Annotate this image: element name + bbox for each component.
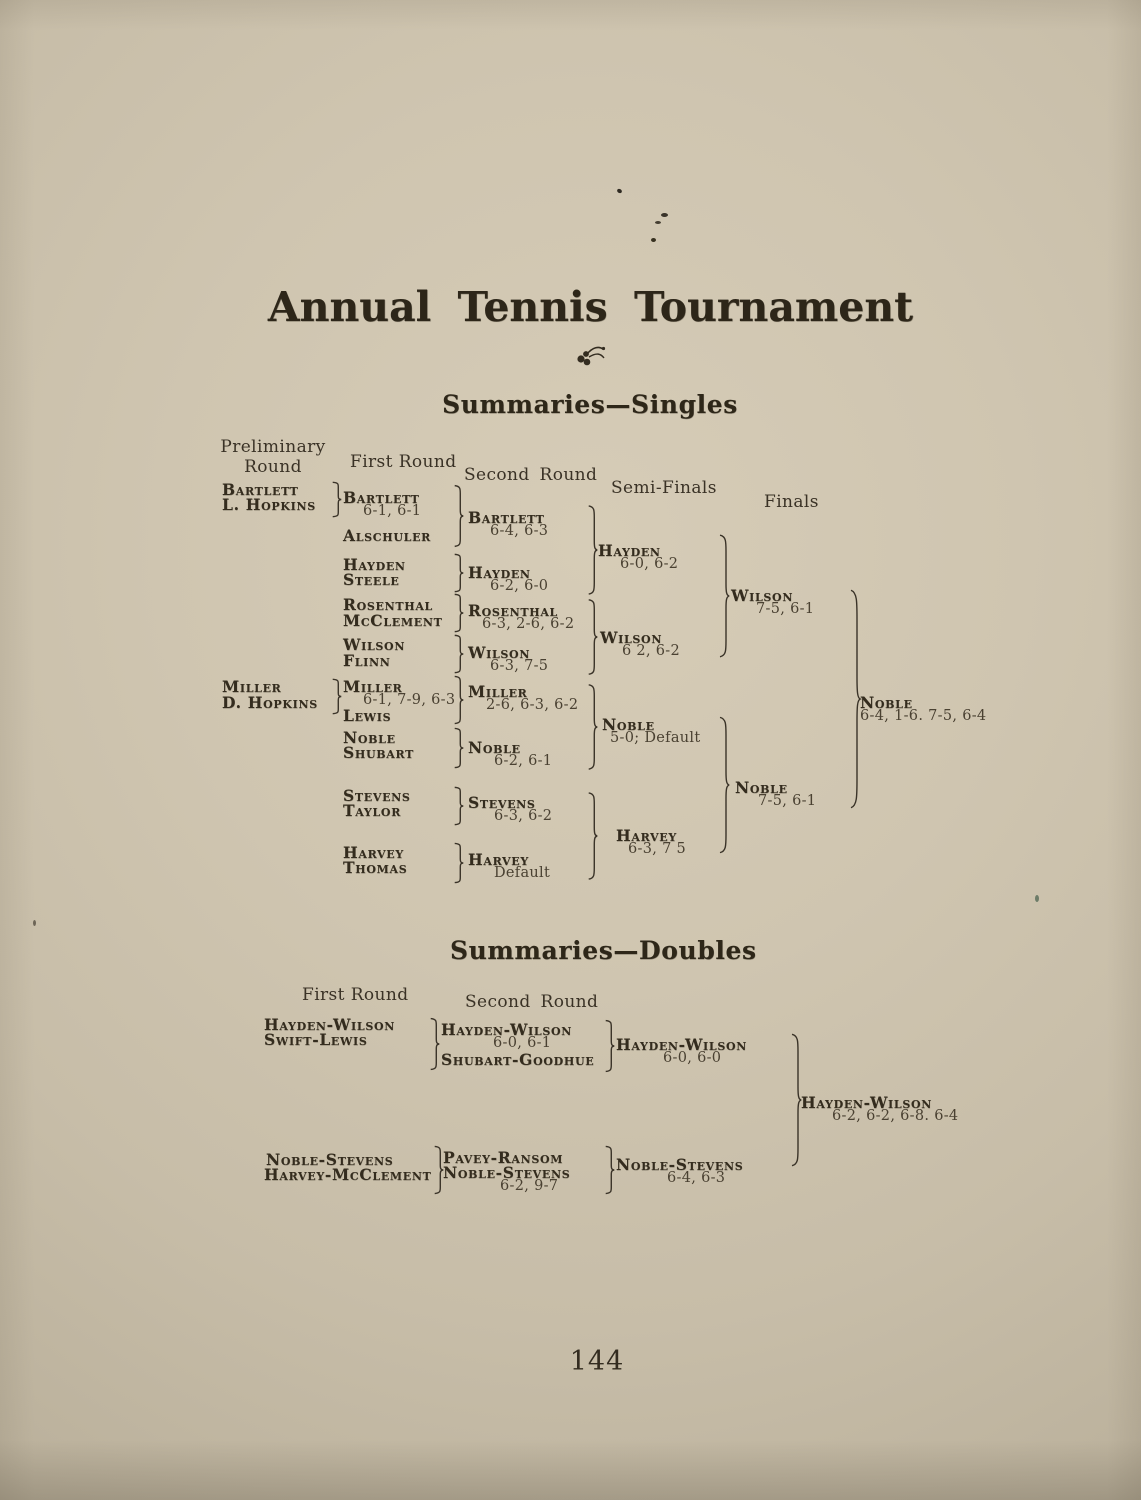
bracket-brace	[585, 684, 598, 770]
bracket-brace	[847, 588, 861, 810]
match-score: 6-2, 6-1	[494, 753, 553, 769]
player-name: D. Hopkins	[222, 693, 318, 712]
bracket-brace	[585, 505, 598, 595]
bracket-brace	[427, 1018, 440, 1070]
player-name: Flinn	[343, 651, 391, 670]
ink-speck	[1035, 895, 1039, 902]
player-name: Noble	[735, 778, 788, 797]
bracket-brace	[716, 534, 730, 658]
player-name: Hayden	[343, 555, 406, 574]
team-name: Noble-Stevens	[443, 1163, 571, 1182]
player-name: Shubart	[343, 743, 415, 762]
player-name: Miller	[343, 677, 403, 696]
player-name: Rosenthal	[343, 595, 433, 614]
player-name: Stevens	[343, 786, 411, 805]
player-name: Wilson	[343, 635, 406, 654]
bracket-brace	[329, 679, 342, 714]
player-name: Harvey	[468, 850, 529, 869]
round-header-second: Second Round	[465, 992, 599, 1012]
team-name: Hayden-Wilson	[264, 1015, 396, 1034]
page-number: 144	[569, 1346, 625, 1377]
bracket-brace	[585, 792, 598, 880]
match-score: 6-3, 2-6, 6-2	[482, 616, 575, 632]
bracket-brace	[329, 482, 342, 517]
team-name: Swift-Lewis	[264, 1030, 368, 1049]
player-name: Thomas	[343, 858, 408, 877]
player-name: Miller	[468, 682, 528, 701]
bracket-brace	[451, 554, 464, 592]
bracket-brace	[451, 635, 464, 673]
ink-speck	[655, 221, 661, 224]
player-name: Steele	[343, 570, 400, 589]
player-name: McClement	[343, 611, 443, 630]
match-score: 6-1, 6-1	[363, 503, 422, 519]
team-name: Noble-Stevens	[616, 1155, 744, 1174]
player-name: Bartlett	[222, 480, 299, 499]
match-score: Default	[494, 865, 551, 881]
round-header-first: First Round	[350, 452, 457, 472]
match-score: 6-1, 7-9, 6-3	[363, 692, 456, 708]
round-header-semifinals: Semi-Finals	[611, 478, 717, 498]
team-name: Pavey-Ransom	[443, 1148, 564, 1167]
player-name: Bartlett	[468, 508, 545, 527]
team-name: Hayden-Wilson	[441, 1020, 573, 1039]
bracket-brace	[602, 1146, 615, 1194]
player-name: Miller	[222, 677, 282, 696]
player-name: Bartlett	[343, 488, 420, 507]
match-score: 6-0, 6-0	[663, 1050, 722, 1066]
match-score: 2-6, 6-3, 6-2	[486, 697, 579, 713]
champion-score: 6-2, 6-2, 6-8. 6-4	[832, 1108, 959, 1124]
player-name: Harvey	[343, 843, 404, 862]
player-name: Harvey	[616, 826, 677, 845]
singles-heading: Summaries—Singles	[442, 390, 738, 419]
match-score: 6-0, 6-2	[620, 556, 679, 572]
player-name: Stevens	[468, 793, 536, 812]
bracket-brace	[451, 728, 464, 768]
champion-score: 6-4, 1-6. 7-5, 6-4	[860, 708, 987, 724]
floral-sprig-icon	[572, 340, 610, 370]
player-name: Hayden	[468, 563, 531, 582]
match-score: 6-3, 6-2	[494, 808, 553, 824]
bracket-brace	[451, 594, 464, 632]
round-header-first: First Round	[302, 985, 409, 1005]
player-name: Alschuler	[343, 526, 432, 545]
match-score: 7-5, 6-1	[756, 601, 815, 617]
round-header-second: Second Round	[464, 465, 598, 485]
player-name: Taylor	[343, 801, 402, 820]
match-score: 6 2, 6-2	[622, 643, 681, 659]
bracket-brace	[716, 716, 730, 854]
round-header-preliminary: Preliminary Round	[220, 437, 326, 477]
player-name: Lewis	[343, 706, 392, 725]
bracket-brace	[602, 1020, 615, 1072]
player-name: Rosenthal	[468, 601, 558, 620]
match-score: 6-4, 6-3	[490, 523, 549, 539]
bracket-brace	[451, 485, 464, 547]
match-score: 6-3, 7-5	[490, 658, 549, 674]
player-name: Noble	[343, 728, 396, 747]
ink-speck	[651, 238, 656, 242]
match-score: 6-2, 6-0	[490, 578, 549, 594]
player-name: L. Hopkins	[222, 495, 316, 514]
match-score: 6-2, 9-7	[500, 1178, 559, 1194]
player-name: Wilson	[600, 628, 663, 647]
ink-speck	[661, 213, 668, 217]
player-name: Hayden	[598, 541, 661, 560]
match-score: 6-0, 6-1	[493, 1035, 552, 1051]
player-name: Wilson	[468, 643, 531, 662]
team-name: Hayden-Wilson	[616, 1035, 748, 1054]
bracket-brace	[451, 676, 464, 724]
match-score: 5-0; Default	[610, 730, 701, 746]
team-name: Noble-Stevens	[266, 1150, 394, 1169]
player-name: Wilson	[731, 586, 794, 605]
ink-speck	[33, 920, 36, 926]
doubles-heading: Summaries—Doubles	[450, 936, 757, 965]
ink-speck	[616, 188, 622, 194]
champion-name: Noble	[860, 693, 913, 712]
match-score: 6-4, 6-3	[667, 1170, 726, 1186]
player-name: Noble	[468, 738, 521, 757]
team-name: Shubart-Goodhue	[441, 1050, 595, 1069]
player-name: Noble	[602, 715, 655, 734]
bracket-brace	[585, 599, 598, 675]
bracket-brace	[451, 787, 464, 825]
team-name: Harvey-McClement	[264, 1165, 432, 1184]
bracket-brace	[451, 843, 464, 883]
match-score: 6-3, 7 5	[628, 841, 687, 857]
champion-name: Hayden-Wilson	[801, 1093, 933, 1112]
round-header-finals: Finals	[764, 492, 819, 512]
page-title: Annual Tennis Tournament	[267, 283, 914, 331]
bracket-brace	[788, 1033, 802, 1167]
match-score: 7-5, 6-1	[758, 793, 817, 809]
